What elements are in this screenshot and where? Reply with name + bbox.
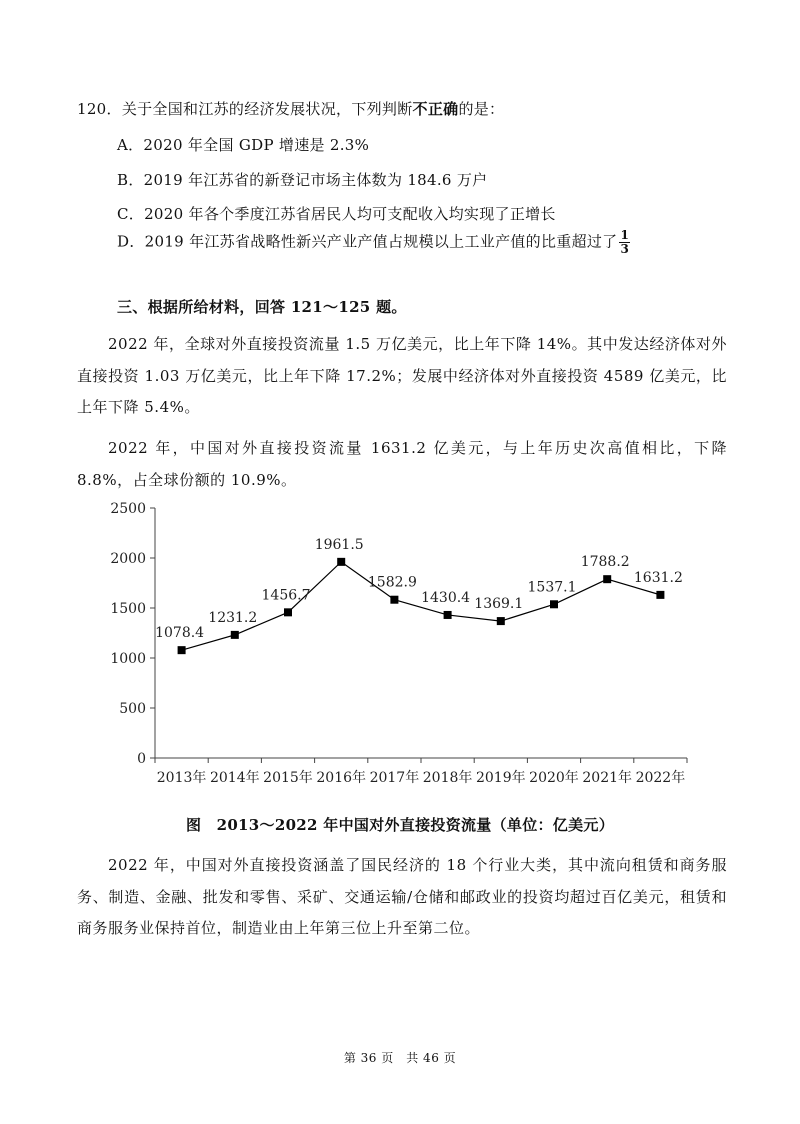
x-tick-label: 2017年 <box>369 770 420 786</box>
section-title: 三、根据所给材料，回答 121～125 题。 <box>117 298 407 316</box>
fdi-line-chart <box>90 496 700 796</box>
chart-caption: 图 2013～2022 年中国对外直接投资流量（单位：亿美元） <box>185 816 615 834</box>
data-label: 1961.5 <box>314 536 364 553</box>
data-point-marker <box>444 611 452 619</box>
material-paragraph-2: 2022 年，中国对外直接投资流量 1631.2 亿美元，与上年历史次高值相比，下降 8.8%，占全球份额的 10.9%。 <box>77 439 727 489</box>
x-tick-label: 2013年 <box>156 770 207 786</box>
data-point-marker <box>337 558 345 566</box>
fdi-series <box>155 537 683 654</box>
data-point-marker <box>390 596 398 604</box>
data-point-marker <box>550 600 558 608</box>
data-label: 1078.4 <box>155 625 205 642</box>
question-120-stem: 120．关于全国和江苏的经济发展状况，下列判断不正确的是： <box>77 100 505 118</box>
data-point-marker <box>656 591 664 599</box>
x-tick-label: 2019年 <box>475 770 526 786</box>
y-tick-label: 1000 <box>110 651 146 667</box>
option-b: B．2019 年江苏省的新登记市场主体数为 184.6 万户 <box>117 171 488 189</box>
x-tick-label: 2015年 <box>263 770 313 786</box>
x-tick-label: 2021年 <box>582 770 633 786</box>
page-number: 第 36 页 共 46 页 <box>343 1051 457 1065</box>
y-tick-label: 0 <box>137 751 146 767</box>
data-label: 1456.7 <box>261 587 311 604</box>
data-label: 1537.1 <box>527 579 577 596</box>
data-point-marker <box>231 631 239 639</box>
data-label: 1430.4 <box>421 589 471 606</box>
option-a: A．2020 年全国 GDP 增速是 2.3% <box>117 136 370 154</box>
data-label: 1231.2 <box>208 609 258 626</box>
data-label: 1369.1 <box>474 596 524 613</box>
emphasis-text: 不正确 <box>412 100 459 118</box>
series-line <box>182 562 661 650</box>
y-axis <box>110 501 155 767</box>
data-point-marker <box>284 608 292 616</box>
option-d: D．2019 年江苏省战略性新兴产业产值占规模以上工业产值的比重超过了 $\frac{1}{3}$ <box>117 228 630 256</box>
data-label: 1582.9 <box>367 574 417 591</box>
x-tick-label: 2022年 <box>635 770 686 786</box>
x-tick-label: 2016年 <box>316 770 367 786</box>
x-tick-label: 2018年 <box>422 770 473 786</box>
material-paragraph-3: 2022 年，中国对外直接投资涵盖了国民经济的 18 个行业大类，其中流向租赁和商务服务、制造、金融、批发和零售、采矿、交通运输/仓储和邮政业的投资均超过百亿美元，租赁和商务服务业保持首位，制造业由上年第三位上升至第二位。 <box>77 856 727 937</box>
data-point-marker <box>178 646 186 654</box>
option-c: C．2020 年各个季度江苏省居民人均可支配收入均实现了正增长 <box>117 205 556 223</box>
y-tick-label: 500 <box>119 701 146 717</box>
data-point-marker <box>497 617 505 625</box>
y-tick-label: 1500 <box>110 601 146 617</box>
y-tick-label: 2000 <box>110 551 146 567</box>
material-paragraph-1: 2022 年，全球对外直接投资流量 1.5 万亿美元，比上年下降 14%。其中发达经济体对外直接投资 1.03 万亿美元，比上年下降 17.2%；发展中经济体对外直接投资 4589 亿美元，比上年下降 5.4%。 <box>77 335 727 416</box>
y-tick-label: 2500 <box>110 501 146 517</box>
x-tick-label: 2020年 <box>529 770 579 786</box>
data-point-marker <box>603 575 611 583</box>
x-axis <box>155 758 687 786</box>
fraction-one-third: $\frac{1}{3}$ <box>620 228 630 256</box>
x-tick-label: 2014年 <box>209 770 260 786</box>
data-label: 1788.2 <box>580 554 630 571</box>
data-label: 1631.2 <box>633 569 683 586</box>
